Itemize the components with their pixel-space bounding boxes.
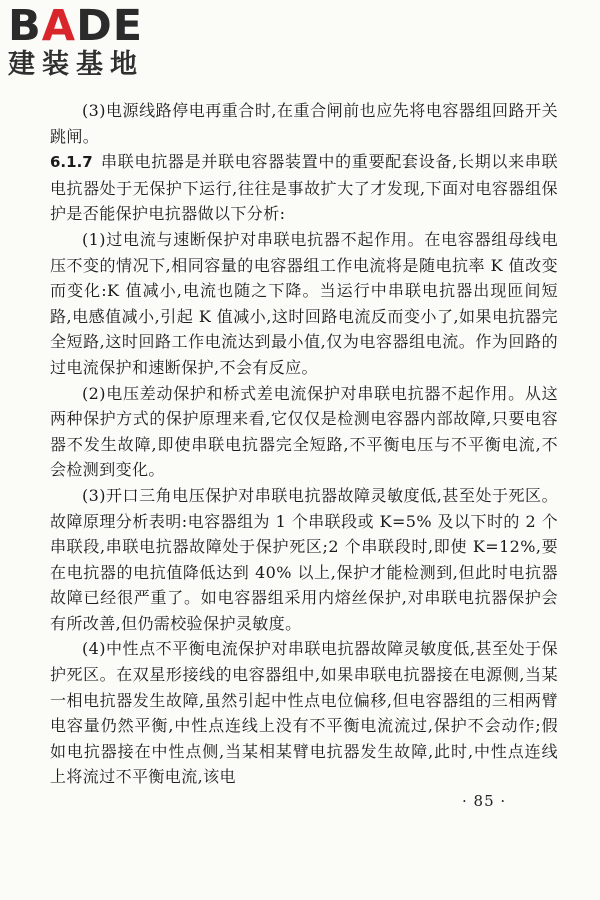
logo-subtitle: 建装基地 [8,49,144,80]
paragraph: (3)电源线路停电再重合时,在重合闸前也应先将电容器组回路开关跳闸。 [50,101,558,146]
paragraph: (3)开口三角电压保护对串联电抗器故障灵敏度低,甚至处于死区。故障原理分析表明:电容器组为 1 个串联段或 K=5% 及以下时的 2 个串联段,串联电抗器故障处于保护死区;2 个串联段时,即使 K=12%,要在电抗器的电抗值降低达到 40% 以上,保护才能检测到,但此时电抗器故障已经很严重了。如电容器组采用内熔丝保护,对串联电抗器保护会有所改善,但仍需校验保护灵敏度。 [50,485,558,633]
logo-wordmark: BADE [8,1,144,51]
page-body [50,98,558,790]
paragraph: (1)过电流与速断保护对串联电抗器不起作用。在电容器组母线电压不变的情况下,相同容量的电容器组工作电流将是随电抗率 K 值改变而变化:K 值减小,电流也随之下降。当运行中串联电抗器出现匝间短路,电感值减小,引起 K 值减小,这时回路电流反而变小了,如果电抗器完全短路,这时回路工作电流达到最小值,仅为电容器组电流。作为回路的过电流保护和速断保护,不会有反应。 [50,229,558,377]
page-number: · 85 · [462,792,507,810]
section-paragraph: 6.1.7 串联电抗器是并联电容器装置中的重要配套设备,长期以来串联电抗器处于无保护下运行,往往是事故扩大了才发现,下面对电容器组保护是否能保护电抗器做以下分析: [50,152,558,224]
section-number: 6.1.7 [50,153,93,172]
paragraph: (2)电压差动保护和桥式差电流保护对串联电抗器不起作用。从这两种保护方式的保护原理来看,它仅仅是检测电容器内部故障,只要电容器不发生故障,即使串联电抗器完全短路,不平衡电压与不平衡电流,不会检测到变化。 [50,383,558,480]
bade-logo [8,1,178,82]
paragraph: (4)中性点不平衡电流保护对串联电抗器故障灵敏度低,甚至处于保护死区。在双星形接线的电容器组中,如果串联电抗器接在电源侧,当某一相电抗器发生故障,虽然引起中性点电位偏移,但电容器组的三相两臂电容量仍然平衡,中性点连线上没有不平衡电流流过,保护不会动作;假如电抗器接在中性点侧,当某相某臂电抗器发生故障,此时,中性点连线上将流过不平衡电流,该电 [50,639,558,787]
